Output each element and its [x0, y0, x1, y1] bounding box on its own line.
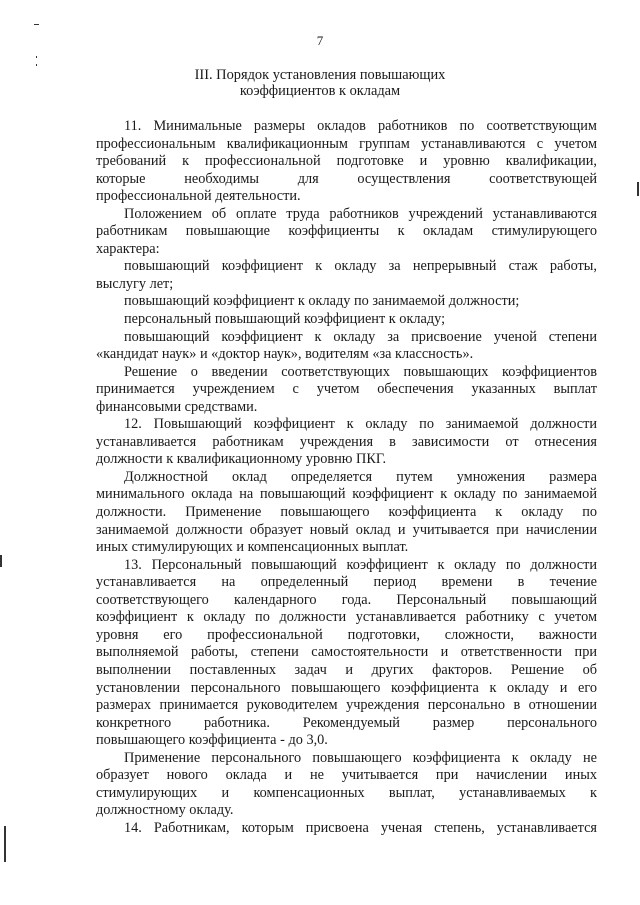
page-number: 7	[316, 33, 324, 48]
scan-mark	[34, 24, 39, 25]
text-line: должностному окладу.	[96, 802, 234, 819]
section-heading-line-2: коэффициентов к окладам	[239, 83, 401, 99]
scan-mark	[4, 826, 6, 862]
text-line: размерах принимается руководителем учреждения персонально в отношении	[96, 697, 597, 714]
text-line: устанавливается на определенный период времени в течение	[96, 574, 597, 591]
text-line: Положением об оплате труда работников учреждений устанавливаются	[124, 205, 597, 222]
text-line: 14. Работникам, которым присвоена ученая степень, устанавливается	[124, 819, 597, 836]
text-line: выполнении поставленных задач и других факторов. Решение об	[96, 661, 597, 678]
text-line: соответствующего календарного года. Персональный повышающий	[96, 591, 597, 608]
text-line: занимаемой должности образует новый оклад и учитывается при начислении	[96, 521, 597, 538]
document-body	[96, 118, 597, 837]
scan-mark	[36, 56, 37, 58]
text-line: минимального оклада на повышающий коэффициент к окладу по занимаемой	[96, 486, 597, 503]
text-line: иных стимулирующих и компенсационных выплат.	[96, 539, 409, 556]
text-line: устанавливается работникам учреждения в зависимости от отнесения	[96, 433, 597, 450]
text-line: Решение о введении соответствующих повышающих коэффициентов	[124, 363, 597, 380]
scan-mark	[637, 182, 639, 196]
text-line: 11. Минимальные размеры окладов работников по соответствующим	[124, 118, 597, 134]
text-line: выслугу лет;	[96, 275, 174, 292]
text-line: коэффициент к окладу по должности устанавливается работнику с учетом	[96, 609, 597, 626]
text-line: характера:	[96, 240, 160, 257]
text-line: должности к квалификационному уровню ПКГ.	[96, 451, 387, 468]
text-line: 12. Повышающий коэффициент к окладу по занимаемой должности	[124, 416, 597, 433]
text-line: уровня его профессиональной подготовки, сложности, важности	[96, 626, 597, 643]
text-line: персональный повышающий коэффициент к окладу;	[124, 311, 446, 328]
section-heading-line-1: III. Порядок установления повышающих	[194, 67, 446, 83]
text-line: 13. Персональный повышающий коэффициент к окладу по должности	[124, 556, 597, 573]
scan-mark	[36, 64, 37, 66]
section-heading	[0, 67, 640, 99]
text-line: финансовыми средствами.	[96, 398, 258, 415]
text-line: должности. Применение повышающего коэффициента к окладу по	[96, 504, 597, 521]
text-line: стимулирующих и компенсационных выплат, устанавливаемых к	[96, 784, 597, 801]
scan-mark	[0, 555, 2, 567]
text-line: «кандидат наук» и «доктор наук», водителям «за классность».	[96, 346, 474, 363]
text-line: повышающего коэффициента - до 3,0.	[96, 732, 328, 749]
text-line: повышающий коэффициент к окладу по занимаемой должности;	[124, 293, 520, 310]
text-line: установлении персонального повышающего коэффициента к окладу и его	[96, 679, 597, 696]
text-line: которые необходимы для осуществления соответствующей	[96, 170, 597, 187]
text-line: профессиональным квалификационным группам устанавливаются с учетом	[96, 135, 597, 152]
text-line: Должностной оклад определяется путем умножения размера	[124, 468, 597, 485]
text-line: образует нового оклада и не учитывается при начислении иных	[96, 767, 597, 784]
text-line: профессиональной деятельности.	[96, 188, 301, 205]
text-line: Применение персонального повышающего коэффициента к окладу не	[124, 749, 597, 766]
text-line: выполняемой работы, степени самостоятельности и ответственности при	[96, 644, 597, 661]
text-line: принимается учреждением с учетом обеспечения указанных выплат	[96, 381, 597, 398]
text-line: конкретного работника. Рекомендуемый размер персонального	[96, 714, 597, 731]
text-line: требований к профессиональной подготовке и уровню квалификации,	[96, 153, 597, 170]
text-line: повышающий коэффициент к окладу за непрерывный стаж работы,	[124, 258, 597, 275]
text-line: повышающий коэффициент к окладу за присвоение ученой степени	[124, 328, 597, 345]
text-line: работникам повышающие коэффициенты к окладам стимулирующего	[96, 223, 597, 240]
